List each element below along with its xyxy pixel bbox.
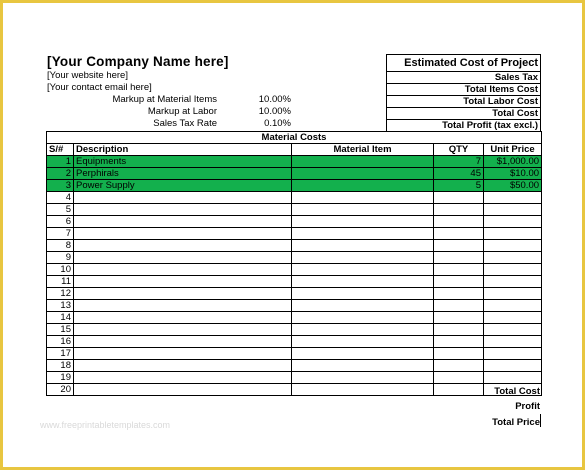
summary-title: Estimated Cost of Project xyxy=(387,55,541,72)
table-row xyxy=(47,180,542,192)
row-number-cell[interactable]: 2 xyxy=(47,168,74,180)
total-price-label[interactable]: Total Price xyxy=(492,417,540,428)
row-unit-price-cell[interactable] xyxy=(484,216,542,228)
row-material-item-cell[interactable] xyxy=(292,300,434,312)
row-material-item-cell[interactable] xyxy=(292,288,434,300)
row-qty-cell[interactable] xyxy=(434,348,484,360)
row-qty-cell[interactable]: 5 xyxy=(434,180,484,192)
row-unit-price-cell[interactable]: $1,000.00 xyxy=(484,156,542,168)
row-material-item-cell[interactable] xyxy=(292,156,434,168)
row-number-cell[interactable]: 17 xyxy=(47,348,74,360)
row-material-item-cell[interactable] xyxy=(292,324,434,336)
row-description-cell[interactable] xyxy=(74,276,292,288)
table-row xyxy=(47,156,542,168)
cost-summary-table xyxy=(386,54,541,132)
row-number-cell[interactable]: 3 xyxy=(47,180,74,192)
row-number-cell[interactable]: 5 xyxy=(47,204,74,216)
row-material-item-cell[interactable] xyxy=(292,228,434,240)
row-material-item-cell[interactable] xyxy=(292,276,434,288)
row-qty-cell[interactable] xyxy=(434,324,484,336)
row-number-cell[interactable]: 9 xyxy=(47,252,74,264)
table-row xyxy=(47,192,542,204)
row-description-cell[interactable] xyxy=(74,312,292,324)
row-qty-cell[interactable] xyxy=(434,336,484,348)
row-material-item-cell[interactable] xyxy=(292,180,434,192)
row-unit-price-cell[interactable] xyxy=(484,228,542,240)
row-number-cell[interactable]: 14 xyxy=(47,312,74,324)
row-qty-cell[interactable] xyxy=(434,228,484,240)
table-title: Material Costs xyxy=(47,132,542,144)
row-number-cell[interactable]: 19 xyxy=(47,372,74,384)
column-header-material-item: Material Item xyxy=(292,144,434,156)
row-number-cell[interactable]: 20 xyxy=(47,384,74,396)
row-qty-cell[interactable]: 45 xyxy=(434,168,484,180)
row-description-cell[interactable]: Equipments xyxy=(74,156,292,168)
table-row xyxy=(47,276,542,288)
row-unit-price-cell[interactable] xyxy=(484,276,542,288)
table-row xyxy=(47,372,542,384)
row-description-cell[interactable] xyxy=(74,252,292,264)
summary-total-labor-cost[interactable]: Total Labor Cost xyxy=(387,96,541,108)
row-number-cell[interactable]: 7 xyxy=(47,228,74,240)
table-row xyxy=(47,348,542,360)
row-unit-price-cell[interactable] xyxy=(484,348,542,360)
row-qty-cell[interactable] xyxy=(434,240,484,252)
row-description-cell[interactable]: Power Supply xyxy=(74,180,292,192)
row-description-cell[interactable] xyxy=(74,324,292,336)
row-material-item-cell[interactable] xyxy=(292,252,434,264)
summary-total-items-cost[interactable]: Total Items Cost xyxy=(387,84,541,96)
row-unit-price-cell[interactable] xyxy=(484,252,542,264)
row-description-cell[interactable] xyxy=(74,204,292,216)
row-qty-cell[interactable] xyxy=(434,288,484,300)
table-row xyxy=(47,168,542,180)
table-row xyxy=(47,312,542,324)
row-unit-price-cell[interactable] xyxy=(484,192,542,204)
row-description-cell[interactable] xyxy=(74,348,292,360)
row-number-cell[interactable]: 12 xyxy=(47,288,74,300)
row-unit-price-cell[interactable] xyxy=(484,288,542,300)
table-row xyxy=(47,336,542,348)
column-header-number: S/# xyxy=(47,144,74,156)
table-row xyxy=(47,288,542,300)
row-description-cell[interactable] xyxy=(74,372,292,384)
row-description-cell[interactable] xyxy=(74,228,292,240)
row-material-item-cell[interactable] xyxy=(292,372,434,384)
row-qty-cell[interactable] xyxy=(434,300,484,312)
row-number-cell[interactable]: 6 xyxy=(47,216,74,228)
row-material-item-cell[interactable] xyxy=(292,216,434,228)
row-unit-price-cell[interactable] xyxy=(484,372,542,384)
row-unit-price-cell[interactable] xyxy=(484,324,542,336)
table-row xyxy=(47,264,542,276)
row-unit-price-cell[interactable]: $10.00 xyxy=(484,168,542,180)
row-number-cell[interactable]: 8 xyxy=(47,240,74,252)
row-unit-price-cell[interactable] xyxy=(484,312,542,324)
table-row xyxy=(47,360,542,372)
total-cost-label[interactable]: Total Cost xyxy=(494,386,540,397)
row-number-cell[interactable]: 16 xyxy=(47,336,74,348)
summary-sales-tax[interactable]: Sales Tax xyxy=(387,72,541,84)
row-number-cell[interactable]: 11 xyxy=(47,276,74,288)
sales-tax-rate-label: Sales Tax Rate xyxy=(153,118,217,129)
cell-cursor xyxy=(540,414,541,427)
row-description-cell[interactable] xyxy=(74,216,292,228)
row-qty-cell[interactable] xyxy=(434,204,484,216)
column-header-qty: QTY xyxy=(434,144,484,156)
row-unit-price-cell[interactable] xyxy=(484,300,542,312)
material-costs-table xyxy=(46,131,542,396)
company-name[interactable]: [Your Company Name here] xyxy=(47,54,229,69)
row-material-item-cell[interactable] xyxy=(292,312,434,324)
watermark: www.freeprintabletemplates.com xyxy=(40,420,171,430)
markup-labor-value[interactable]: 10.00% xyxy=(258,106,291,117)
profit-label[interactable]: Profit xyxy=(515,401,540,412)
row-description-cell[interactable] xyxy=(74,336,292,348)
row-material-item-cell[interactable] xyxy=(292,384,434,396)
row-material-item-cell[interactable] xyxy=(292,348,434,360)
row-description-cell[interactable] xyxy=(74,288,292,300)
row-unit-price-cell[interactable] xyxy=(484,264,542,276)
row-material-item-cell[interactable] xyxy=(292,264,434,276)
row-unit-price-cell[interactable] xyxy=(484,360,542,372)
row-description-cell[interactable] xyxy=(74,384,292,396)
row-description-cell[interactable] xyxy=(74,360,292,372)
summary-total-cost[interactable]: Total Cost xyxy=(387,108,541,120)
row-number-cell[interactable]: 1 xyxy=(47,156,74,168)
website-text[interactable]: [Your website here] xyxy=(47,70,128,81)
row-description-cell[interactable] xyxy=(74,300,292,312)
row-qty-cell[interactable] xyxy=(434,312,484,324)
markup-material-value[interactable]: 10.00% xyxy=(258,94,291,105)
table-row xyxy=(47,228,542,240)
row-qty-cell[interactable] xyxy=(434,264,484,276)
row-number-cell[interactable]: 18 xyxy=(47,360,74,372)
row-number-cell[interactable]: 13 xyxy=(47,300,74,312)
table-row xyxy=(47,204,542,216)
row-qty-cell[interactable] xyxy=(434,372,484,384)
row-description-cell[interactable] xyxy=(74,264,292,276)
row-material-item-cell[interactable] xyxy=(292,192,434,204)
table-row xyxy=(47,324,542,336)
row-qty-cell[interactable] xyxy=(434,276,484,288)
column-header-unit-price: Unit Price xyxy=(484,144,542,156)
row-material-item-cell[interactable] xyxy=(292,360,434,372)
markup-labor-label: Markup at Labor xyxy=(147,106,217,117)
row-qty-cell[interactable] xyxy=(434,252,484,264)
row-material-item-cell[interactable] xyxy=(292,168,434,180)
sales-tax-rate-value[interactable]: 0.10% xyxy=(264,118,291,129)
table-row xyxy=(47,252,542,264)
email-text[interactable]: [Your contact email here] xyxy=(47,82,152,93)
row-description-cell[interactable]: Perphirals xyxy=(74,168,292,180)
row-qty-cell[interactable] xyxy=(434,360,484,372)
summary-total-profit[interactable]: Total Profit (tax excl.) xyxy=(387,120,541,132)
row-unit-price-cell[interactable] xyxy=(484,204,542,216)
row-qty-cell[interactable] xyxy=(434,216,484,228)
table-row xyxy=(47,216,542,228)
column-header-description: Description xyxy=(74,144,292,156)
row-unit-price-cell[interactable] xyxy=(484,240,542,252)
row-qty-cell[interactable] xyxy=(434,192,484,204)
row-number-cell[interactable]: 15 xyxy=(47,324,74,336)
table-row xyxy=(47,240,542,252)
row-description-cell[interactable] xyxy=(74,192,292,204)
row-unit-price-cell[interactable] xyxy=(484,336,542,348)
row-unit-price-cell[interactable]: $50.00 xyxy=(484,180,542,192)
table-row xyxy=(47,300,542,312)
row-material-item-cell[interactable] xyxy=(292,240,434,252)
row-material-item-cell[interactable] xyxy=(292,336,434,348)
row-number-cell[interactable]: 10 xyxy=(47,264,74,276)
row-number-cell[interactable]: 4 xyxy=(47,192,74,204)
row-material-item-cell[interactable] xyxy=(292,204,434,216)
row-qty-cell[interactable]: 7 xyxy=(434,156,484,168)
row-description-cell[interactable] xyxy=(74,240,292,252)
markup-material-label: Markup at Material Items xyxy=(112,94,217,105)
